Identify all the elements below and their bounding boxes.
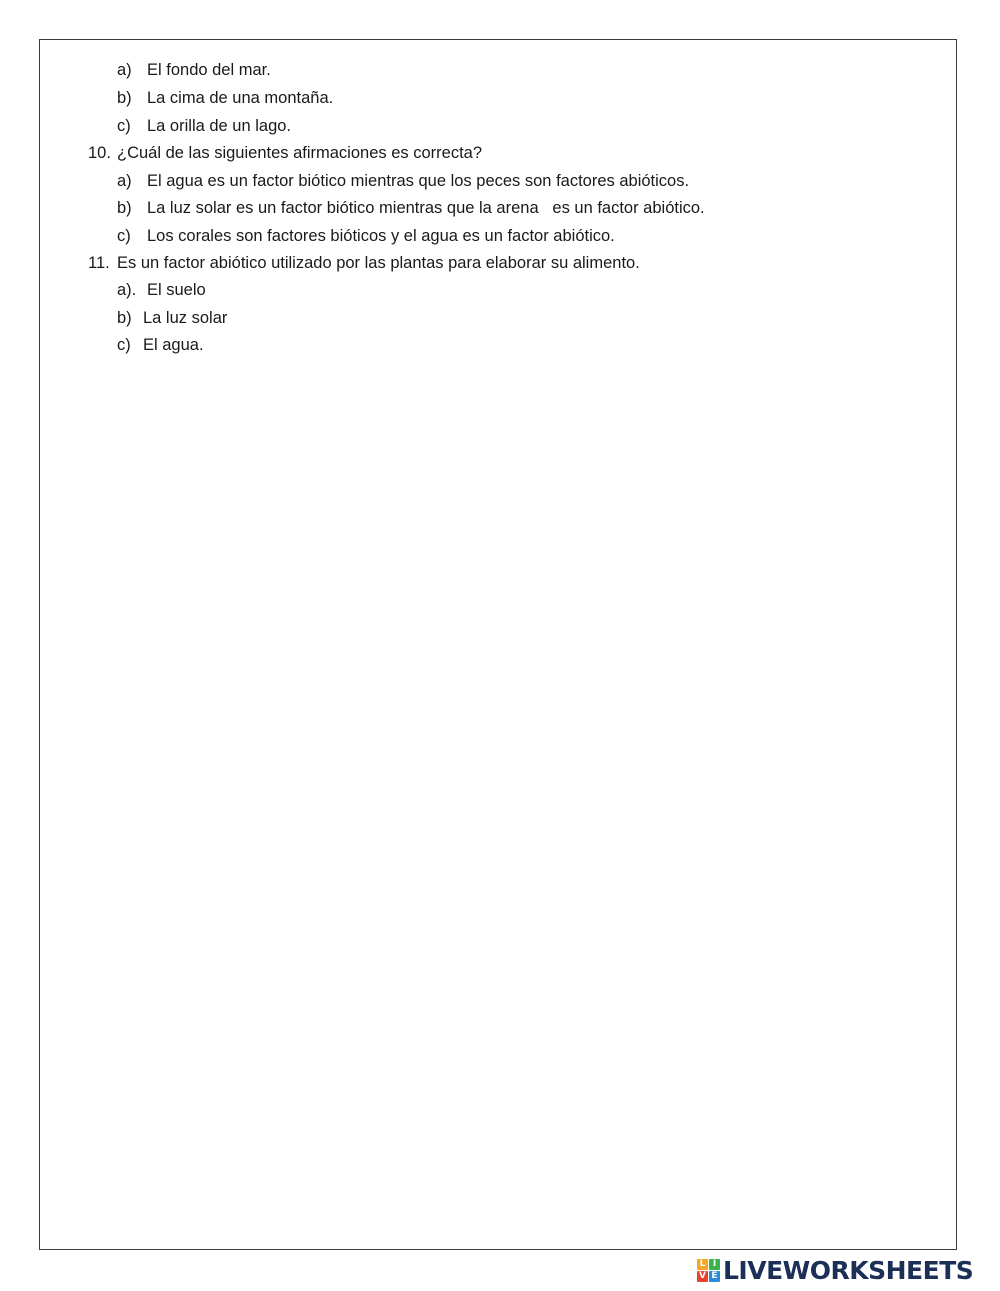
q10-option-b [117, 198, 705, 218]
q10-option-a-text: El agua es un factor biótico mientras que los peces son factores abióticos. [147, 172, 690, 190]
worksheet-page-frame [39, 39, 957, 1250]
q9-option-b [117, 88, 333, 108]
q9-option-c-text: La orilla de un lago. [147, 117, 292, 135]
logo-cell-e: E [709, 1271, 720, 1282]
liveworksheets-logo-icon [697, 1259, 720, 1282]
q11-option-a-letter: a). [117, 281, 137, 299]
q11-option-a [117, 280, 206, 300]
q9-option-c-letter: c) [117, 117, 131, 135]
q10-option-a-letter: a) [117, 172, 132, 190]
q11-option-b-text: La luz solar [143, 309, 228, 327]
q9-option-a [117, 60, 271, 80]
q11-question [88, 253, 640, 273]
q11-option-c-letter: c) [117, 336, 131, 354]
q11-option-a-text: El suelo [147, 281, 206, 299]
q10-question [88, 143, 482, 163]
logo-cell-l: L [697, 1259, 708, 1270]
q10-option-b-text: La luz solar es un factor biótico mientras que la arena es un factor abiótico. [147, 199, 705, 217]
q11-option-b-letter: b) [117, 309, 132, 327]
q9-option-b-letter: b) [117, 89, 132, 107]
q11-option-b [117, 308, 227, 328]
q10-option-c-letter: c) [117, 227, 131, 245]
q10-text: ¿Cuál de las siguientes afirmaciones es correcta? [117, 144, 483, 162]
q10-option-b-letter: b) [117, 199, 132, 217]
q10-option-a [117, 171, 689, 191]
logo-cell-v: V [697, 1271, 708, 1282]
q11-number: 11. [88, 254, 110, 272]
q9-option-b-text: La cima de una montaña. [147, 89, 334, 107]
q10-number: 10. [88, 144, 111, 162]
liveworksheets-brand[interactable] [697, 1257, 973, 1283]
logo-cell-i: I [709, 1259, 720, 1270]
q11-option-c-text: El agua. [143, 336, 204, 354]
q9-option-a-text: El fondo del mar. [147, 61, 271, 79]
q11-option-c [117, 335, 204, 355]
q9-option-a-letter: a) [117, 61, 132, 79]
q11-text: Es un factor abiótico utilizado por las plantas para elaborar su alimento. [117, 254, 640, 272]
q10-option-c-text: Los corales son factores bióticos y el agua es un factor abiótico. [147, 227, 615, 245]
q9-option-c [117, 116, 291, 136]
q10-option-c [117, 226, 615, 246]
liveworksheets-wordmark: LIVEWORKSHEETS [723, 1255, 974, 1285]
